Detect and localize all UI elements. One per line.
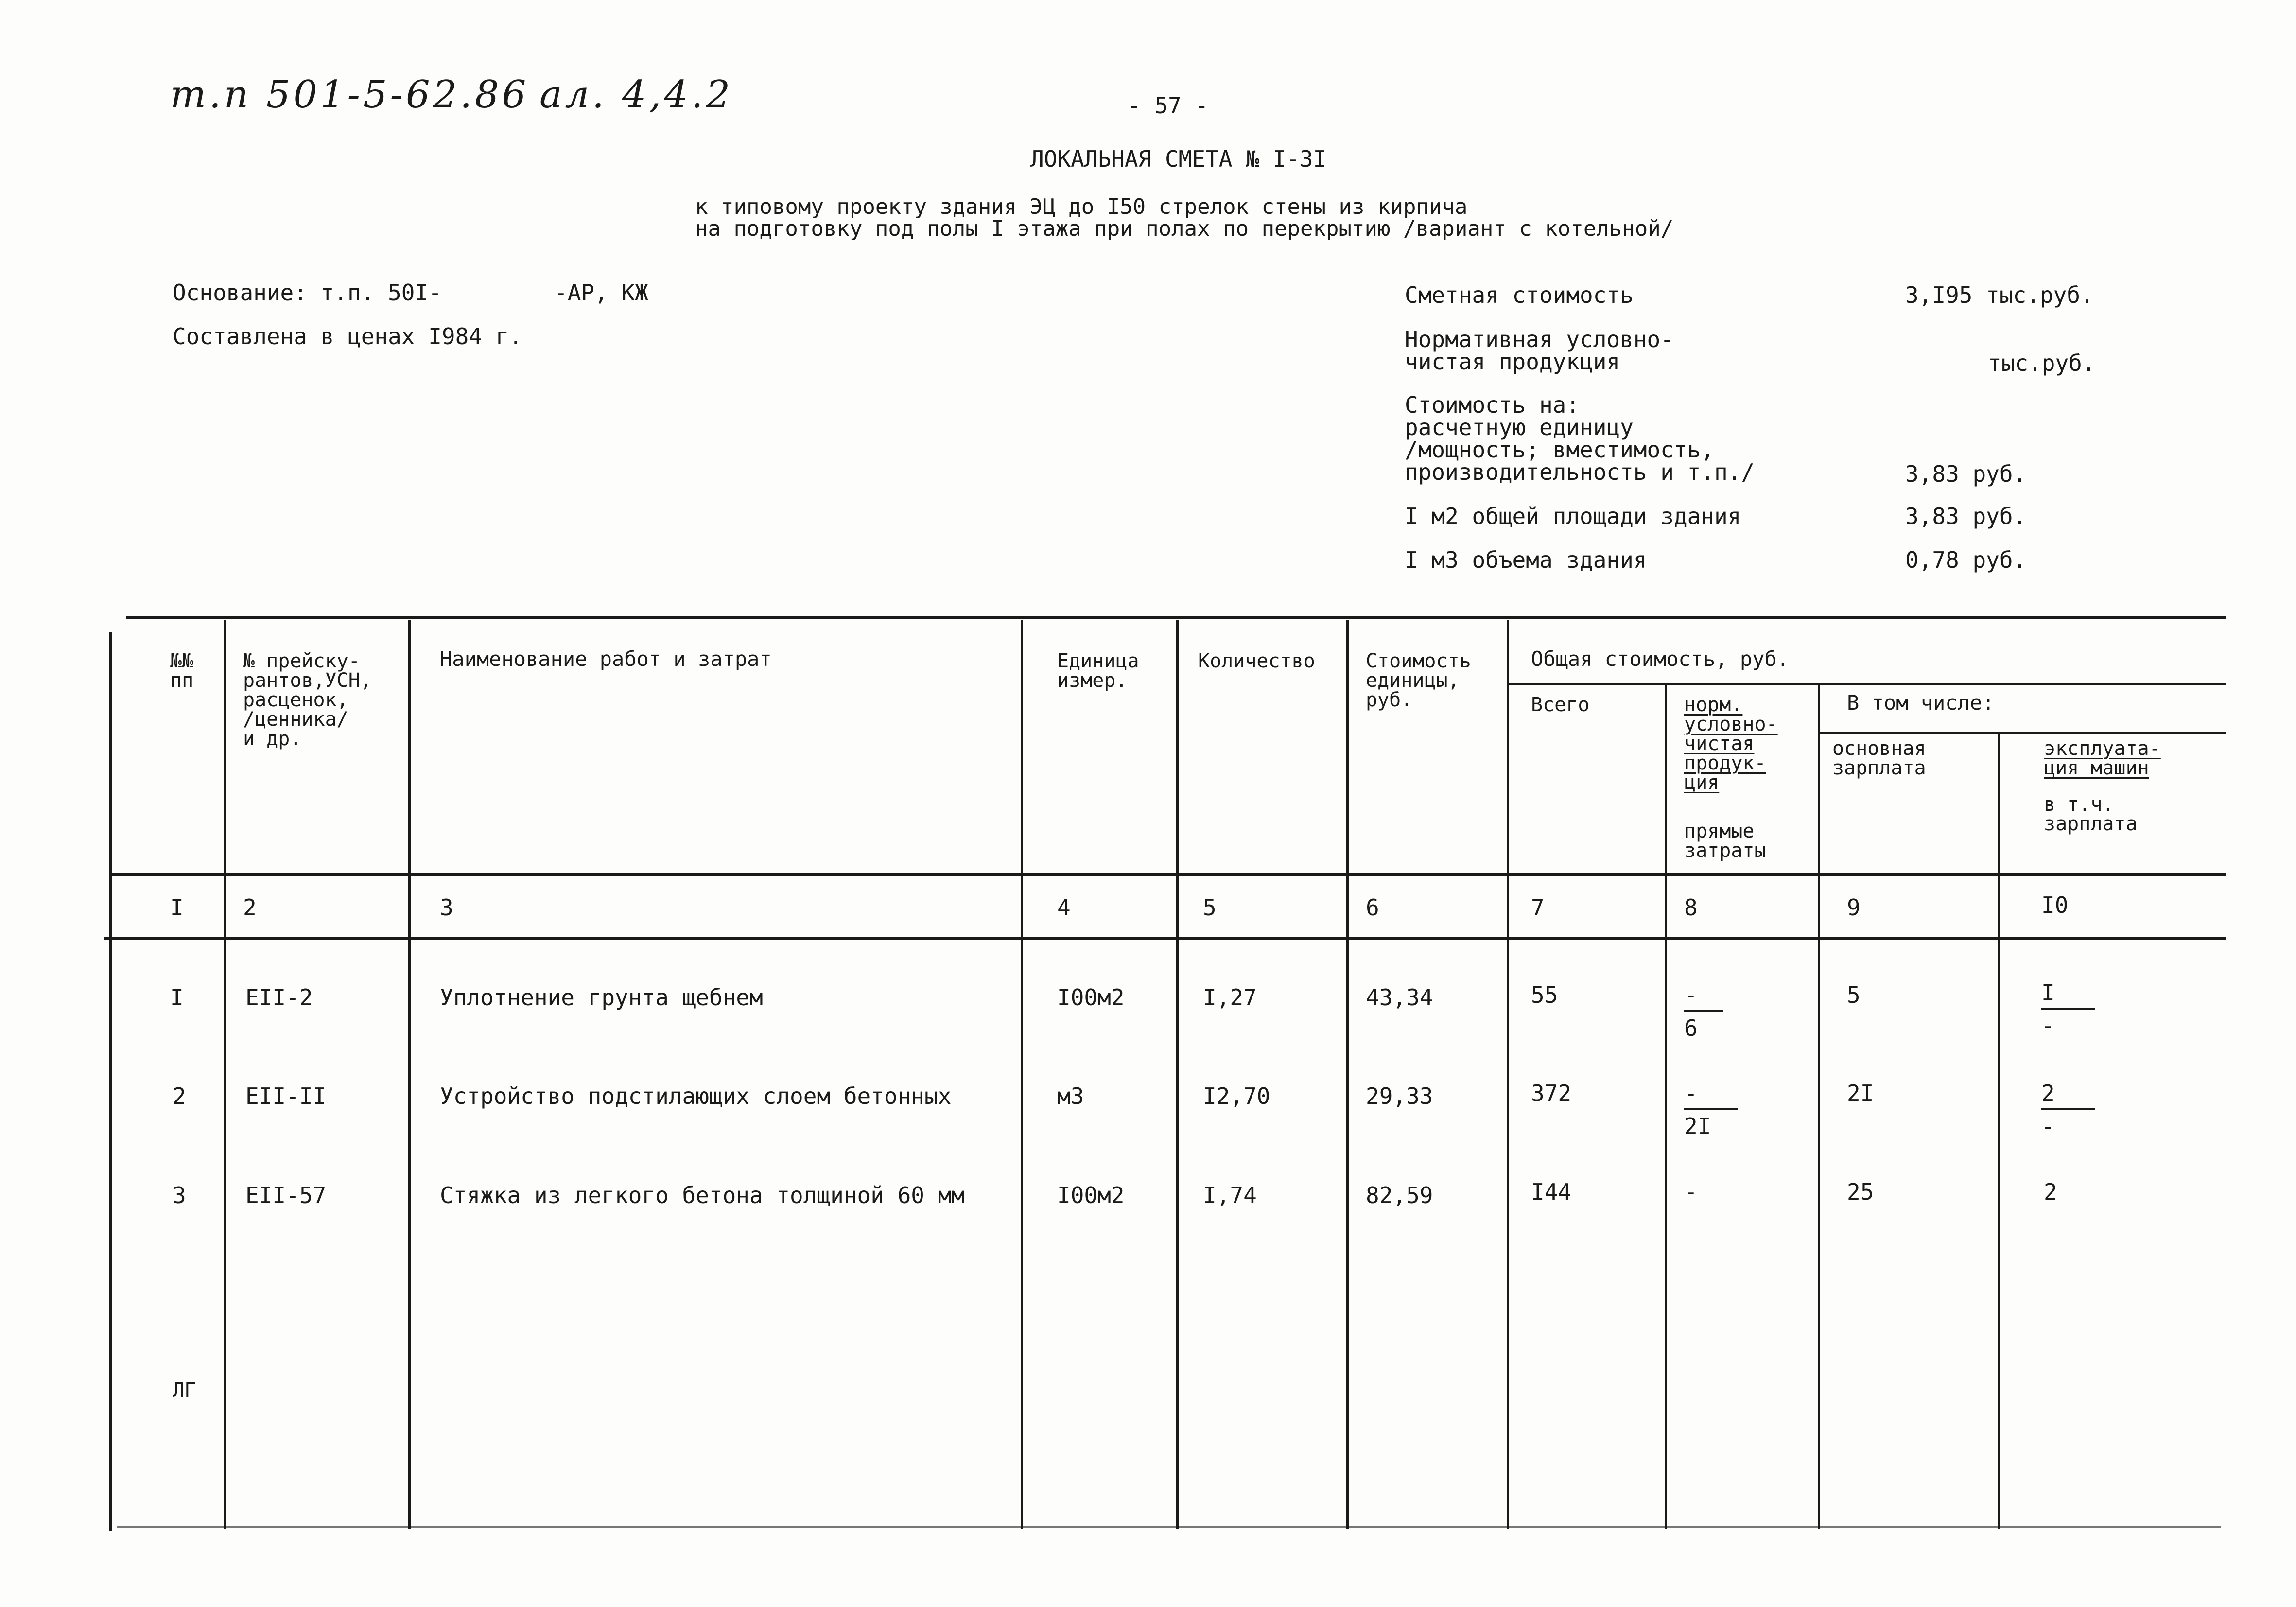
cell-machines-top: I xyxy=(2041,979,2095,1010)
cell-num: 3 xyxy=(173,1182,186,1208)
subtitle-line-1: к типовому проекту здания ЭЦ до I50 стрелок стены из кирпича xyxy=(695,194,1468,219)
cell-machines-top: 2 xyxy=(2041,1080,2095,1110)
summary-value: 3,83 руб. xyxy=(1905,503,2027,529)
subtitle-line-2: на подготовку под полы I этажа при полах по перекрытию /вариант с котельной/ xyxy=(695,216,1674,241)
summary-value: 3,83 руб. xyxy=(1905,461,2027,487)
col-number: 9 xyxy=(1847,894,1861,921)
col-header-num: №№ пп xyxy=(170,650,194,692)
basis-suffix: -АР, КЖ xyxy=(554,279,648,306)
cell-norm xyxy=(1684,1080,1738,1139)
col-header-code: № прейску- рантов,УСН, расценок, /ценника/ и др. xyxy=(243,650,372,750)
summary-label: I м2 общей площади здания xyxy=(1405,503,1741,529)
cell-code: ЕII-II xyxy=(245,1083,327,1109)
summary-label: Сметная стоимость xyxy=(1405,282,1634,308)
cell-qty: I,74 xyxy=(1203,1182,1257,1208)
cell-machines-bottom: - xyxy=(2041,1113,2055,1139)
table-rule xyxy=(224,620,226,1529)
table-rule xyxy=(1818,732,2226,734)
table-rule xyxy=(1665,683,1667,1529)
col-header-norm: норм. условно- чистая продук- ция xyxy=(1684,694,1778,794)
col-number: 3 xyxy=(440,894,453,921)
col-header-norm-direct: прямые затраты xyxy=(1684,820,1766,862)
table-rule xyxy=(1998,732,2000,1529)
cell-name: Стяжка из легкого бетона толщиной 60 мм xyxy=(440,1182,965,1208)
col-number: I0 xyxy=(2041,892,2069,918)
cell-qty: I,27 xyxy=(1203,984,1257,1011)
cell-name: Уплотнение грунта щебнем xyxy=(440,984,763,1011)
col-header-unit-cost: Стоимость единицы, руб. xyxy=(1366,650,1471,711)
cell-machines-bottom: - xyxy=(2041,1013,2055,1039)
col-header-qty: Количество xyxy=(1198,650,1315,672)
cell-qty: I2,70 xyxy=(1203,1083,1270,1109)
cell-machines xyxy=(2041,1080,2095,1139)
table-rule xyxy=(1507,620,1509,1529)
col-number: 2 xyxy=(243,894,257,921)
cell-norm xyxy=(1684,982,1723,1041)
handwritten-album-ref: ал. 4,4.2 xyxy=(539,73,733,117)
col-header-machines: эксплуата- ция машин xyxy=(2044,737,2161,779)
table-rule xyxy=(1021,620,1023,1529)
cell-num: I xyxy=(170,984,184,1011)
col-header-name: Наименование работ и затрат xyxy=(440,647,772,671)
cell-name: Устройство подстилающих слоем бетонных xyxy=(440,1083,952,1109)
table-rule xyxy=(109,632,112,1531)
summary-label: I м3 объема здания xyxy=(1405,547,1647,573)
col-header-machines-salary: в т.ч. зарплата xyxy=(2044,793,2138,835)
cell-norm-top: - xyxy=(1684,1080,1738,1110)
cell-salary: 25 xyxy=(1847,1179,1874,1205)
col-header-total: Всего xyxy=(1531,694,1590,716)
col-header-incl: В том числе: xyxy=(1847,691,1995,715)
col-number: 7 xyxy=(1531,894,1545,921)
cell-machines-top: 2 xyxy=(2044,1179,2057,1205)
table-rule xyxy=(104,937,2226,940)
col-header-total-group: Общая стоимость, руб. xyxy=(1531,647,1790,671)
cell-code: ЕII-57 xyxy=(245,1182,327,1208)
summary-label: Стоимость на: расчетную единицу /мощность; вместимость, производительность и т.п./ xyxy=(1405,392,1755,485)
cell-norm-top: - xyxy=(1684,1179,1698,1205)
table-rule xyxy=(408,620,411,1529)
col-number: 4 xyxy=(1057,894,1071,921)
summary-value: 0,78 руб. xyxy=(1905,547,2027,573)
cell-unit: м3 xyxy=(1057,1083,1084,1109)
table-rule xyxy=(112,873,2226,876)
price-basis: Составлена в ценах I984 г. xyxy=(173,323,523,349)
col-number: 5 xyxy=(1203,894,1217,921)
summary-label: Нормативная условно- чистая продукция xyxy=(1405,326,1674,375)
table-rule xyxy=(1818,683,1820,1529)
table-rule xyxy=(1176,620,1179,1529)
cell-unit: I00м2 xyxy=(1057,984,1125,1011)
col-header-unit: Единица измер. xyxy=(1057,650,1139,692)
cell-norm-bottom: 2I xyxy=(1684,1113,1711,1139)
cell-unit-cost: 29,33 xyxy=(1366,1083,1433,1109)
cell-total: 55 xyxy=(1531,982,1558,1008)
cell-salary: 2I xyxy=(1847,1080,1874,1106)
cell-total: 372 xyxy=(1531,1080,1572,1106)
col-header-salary: основная зарплата xyxy=(1832,737,1926,779)
cell-norm-bottom: 6 xyxy=(1684,1015,1698,1041)
cell-total: I44 xyxy=(1531,1179,1572,1205)
cell-norm-top: - xyxy=(1684,982,1723,1012)
col-number: I xyxy=(170,894,184,921)
cell-unit-cost: 82,59 xyxy=(1366,1182,1433,1208)
cell-salary: 5 xyxy=(1847,982,1861,1008)
page-number: - 57 - xyxy=(1128,92,1209,119)
summary-value: тыс.руб. xyxy=(1988,350,2096,376)
table-rule xyxy=(126,616,2226,619)
col-number: 6 xyxy=(1366,894,1379,921)
table-rule xyxy=(1507,683,2226,685)
basis-label: Основание: т.п. 50I- xyxy=(173,279,442,306)
col-number: 8 xyxy=(1684,894,1698,921)
footer-mark: ЛГ xyxy=(173,1379,196,1401)
cell-unit-cost: 43,34 xyxy=(1366,984,1433,1011)
summary-value: 3,I95 тыс.руб. xyxy=(1905,282,2094,308)
cell-num: 2 xyxy=(173,1083,186,1109)
table-rule xyxy=(1346,620,1349,1529)
cell-unit: I00м2 xyxy=(1057,1182,1125,1208)
table-rule xyxy=(117,1526,2221,1528)
document-title: ЛОКАЛЬНАЯ СМЕТА № I-3I xyxy=(1030,146,1327,172)
handwritten-project-code: т.п 501-5-62.86 xyxy=(170,73,529,117)
cell-machines xyxy=(2041,979,2095,1039)
cell-code: ЕII-2 xyxy=(245,984,313,1011)
